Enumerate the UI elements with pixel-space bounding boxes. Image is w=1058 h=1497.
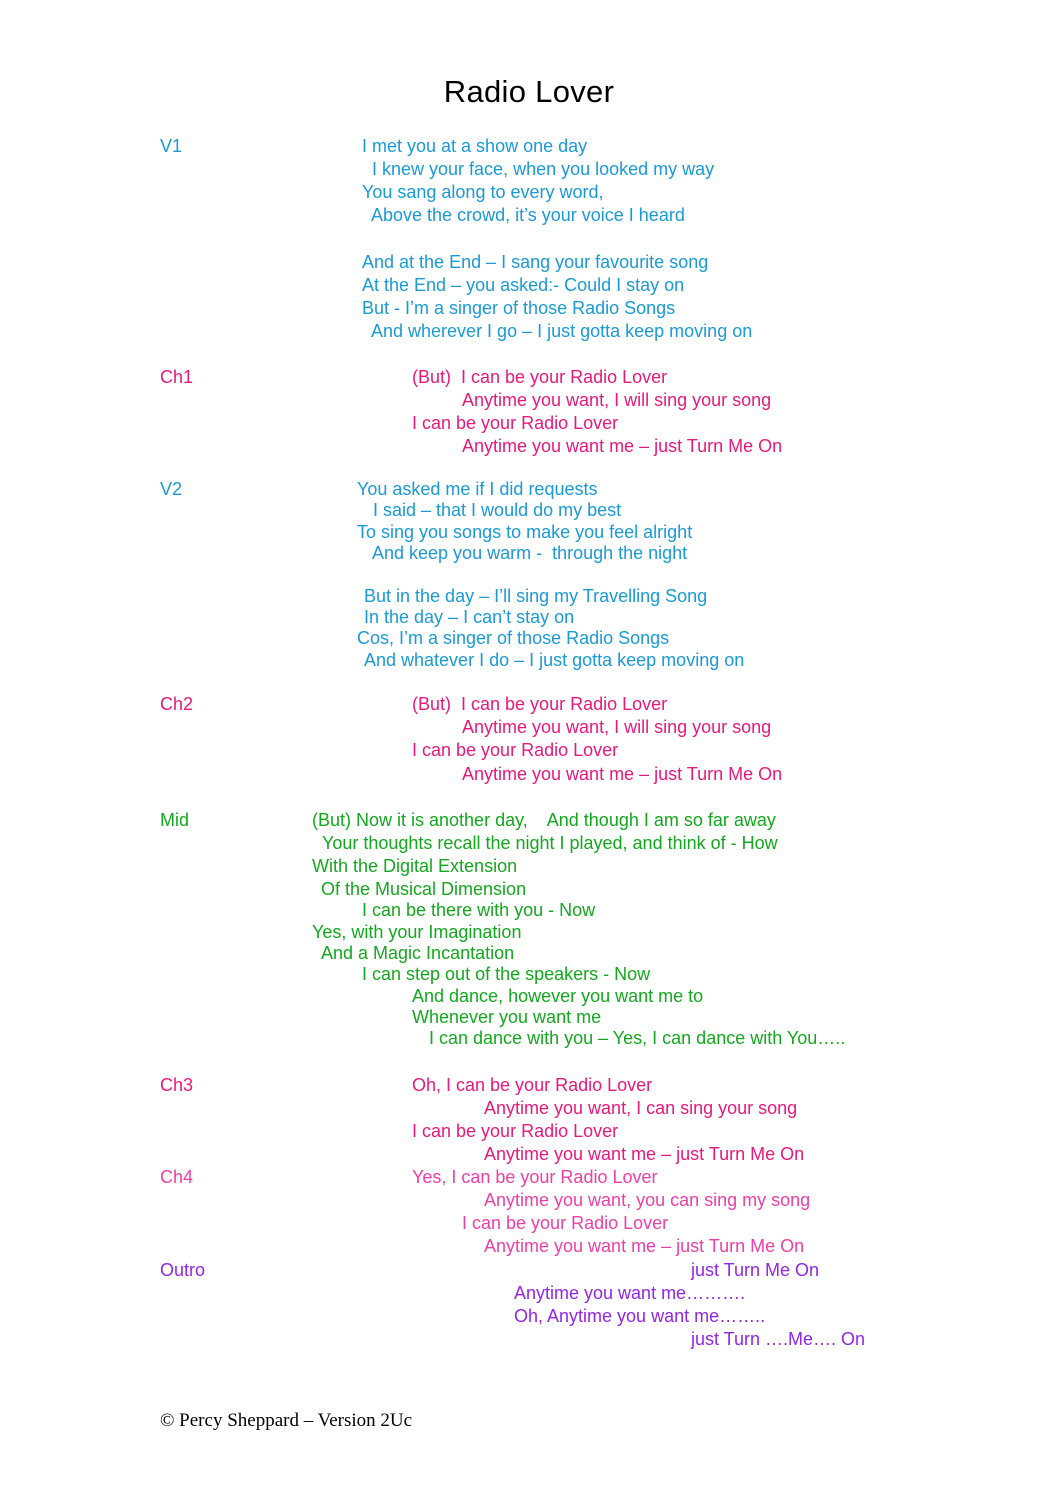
lyric-line: Of the Musical Dimension [321, 879, 527, 899]
lyric-line: Anytime you want, you can sing my song [484, 1190, 811, 1210]
section-label-ch3: Ch3 [160, 1075, 194, 1095]
lyric-line: And keep you warm - through the night [372, 543, 688, 563]
lyric-line: In the day – I can’t stay on [364, 607, 575, 627]
section-label-mid: Mid [160, 810, 190, 830]
lyric-line: (But) I can be your Radio Lover [412, 367, 668, 387]
lyric-line: I said – that I would do my best [373, 500, 622, 520]
lyric-line: Anytime you want me – just Turn Me On [462, 436, 783, 456]
lyric-line: And a Magic Incantation [321, 943, 515, 963]
lyric-line: Above the crowd, it’s your voice I heard [371, 205, 685, 225]
lyric-line: Oh, I can be your Radio Lover [412, 1075, 653, 1095]
lyric-line: I can be your Radio Lover [462, 1213, 669, 1233]
lyric-line: (But) Now it is another day, And though I am so far away [312, 810, 776, 830]
section-label-ch1: Ch1 [160, 367, 194, 387]
lyric-line: But - I’m a singer of those Radio Songs [362, 298, 676, 318]
lyric-line: Anytime you want me – just Turn Me On [484, 1236, 805, 1256]
page-title: Radio Lover [443, 74, 615, 109]
section-label-outro: Outro [160, 1260, 206, 1280]
lyric-line: I can be there with you - Now [362, 900, 596, 920]
lyric-line: But in the day – I’ll sing my Travelling Song [364, 586, 708, 606]
lyric-line: just Turn Me On [691, 1260, 820, 1280]
lyric-line: Oh, Anytime you want me…….. [514, 1306, 766, 1326]
section-label-v1: V1 [160, 136, 183, 156]
lyric-line: I can step out of the speakers - Now [362, 964, 651, 984]
lyric-line: I met you at a show one day [362, 136, 588, 156]
lyric-line: Anytime you want, I can sing your song [484, 1098, 798, 1118]
lyric-line: Anytime you want me – just Turn Me On [462, 764, 783, 784]
lyric-line: I can dance with you – Yes, I can dance with You….. [429, 1028, 846, 1048]
lyric-line: Anytime you want, I will sing your song [462, 717, 772, 737]
lyric-line: I can be your Radio Lover [412, 1121, 619, 1141]
lyric-line: I can be your Radio Lover [412, 413, 619, 433]
lyric-line: Anytime you want me………. [514, 1283, 746, 1303]
lyric-line: And wherever I go – I just gotta keep moving on [371, 321, 753, 341]
lyric-line: just Turn ….Me…. On [691, 1329, 866, 1349]
lyric-line: Cos, I’m a singer of those Radio Songs [357, 628, 670, 648]
lyric-line: Anytime you want me – just Turn Me On [484, 1144, 805, 1164]
lyric-line: At the End – you asked:- Could I stay on [362, 275, 685, 295]
lyric-line: I knew your face, when you looked my way [372, 159, 715, 179]
copyright-footer: © Percy Sheppard – Version 2Uc [160, 1410, 413, 1431]
lyric-line: (But) I can be your Radio Lover [412, 694, 668, 714]
lyric-line: And dance, however you want me to [412, 986, 704, 1006]
lyric-line: I can be your Radio Lover [412, 740, 619, 760]
lyric-line: You asked me if I did requests [357, 479, 598, 499]
lyric-line: And whatever I do – I just gotta keep moving on [364, 650, 745, 670]
lyric-line: Anytime you want, I will sing your song [462, 390, 772, 410]
section-label-ch4: Ch4 [160, 1167, 194, 1187]
lyric-line: To sing you songs to make you feel alright [357, 522, 693, 542]
lyric-line: Whenever you want me [412, 1007, 602, 1027]
lyric-line: Yes, I can be your Radio Lover [412, 1167, 658, 1187]
lyric-line: Yes, with your Imagination [312, 922, 522, 942]
lyric-line: Your thoughts recall the night I played, and think of - How [322, 833, 778, 853]
lyric-line: With the Digital Extension [312, 856, 518, 876]
section-label-v2: V2 [160, 479, 183, 499]
lyric-line: And at the End – I sang your favourite song [362, 252, 709, 272]
lyric-line: You sang along to every word, [362, 182, 604, 202]
section-label-ch2: Ch2 [160, 694, 194, 714]
